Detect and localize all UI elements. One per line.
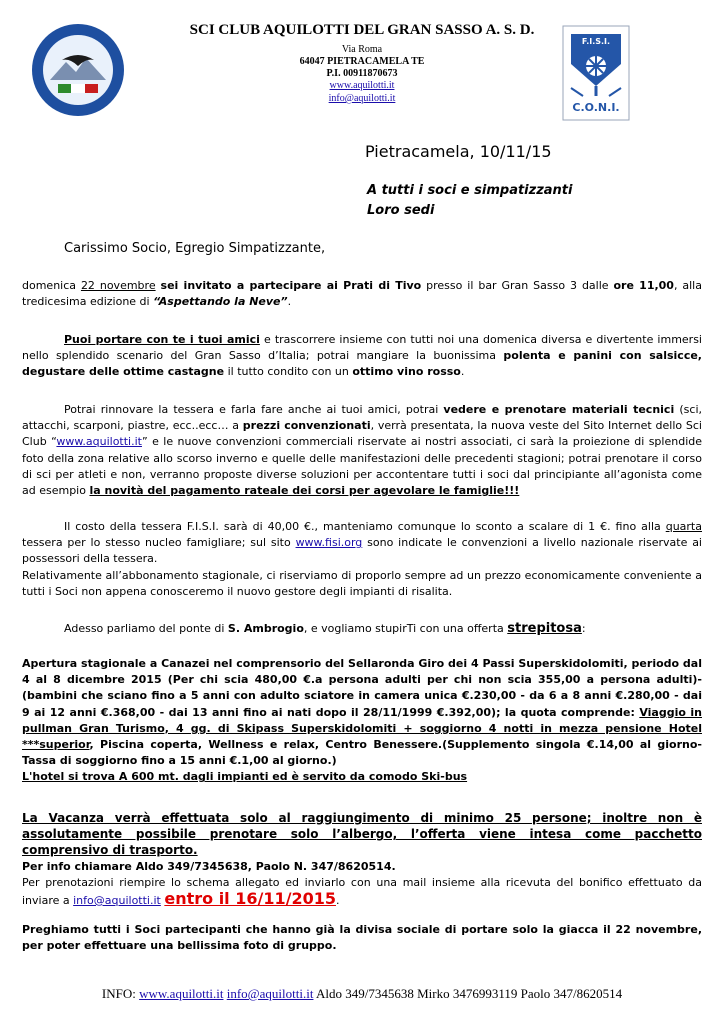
- header-email-link[interactable]: info@aquilotti.it: [328, 93, 396, 104]
- coni-fisi-logo: [561, 24, 631, 122]
- club-street: Via Roma: [341, 44, 383, 55]
- fisi-logo-text: F.I.S.I.: [581, 37, 611, 46]
- club-logo: [28, 22, 134, 118]
- club-name: SCI CLUB AQUILOTTI DEL GRAN SASSO A. S. D.: [189, 22, 535, 38]
- paragraph-group-photo: Preghiamo tutti i Soci partecipanti che hanno già la divisa sociale di portare solo la giacca il 22 novembre, per poter effettuare una bellissima foto di gruppo.: [22, 923, 702, 953]
- recipient-line-2: Loro sedi: [367, 203, 435, 218]
- club-vat: P.I. 00911870673: [326, 68, 398, 79]
- header-website-link[interactable]: www.aquilotti.it: [329, 80, 395, 91]
- recipient-line-1: A tutti i soci e simpatizzanti: [367, 183, 573, 198]
- place-date: Pietracamela, 10/11/15: [365, 142, 552, 161]
- footer-info: INFO: www.aquilotti.it info@aquilotti.it Aldo 349/7345638 Mirko 3476993119 Paolo 347/8620514: [101, 986, 623, 1001]
- fisi-link[interactable]: www.fisi.org: [295, 536, 363, 550]
- club-city: 64047 PIETRACAMELA TE: [299, 56, 425, 67]
- greeting: Carissimo Socio, Egregio Simpatizzante,: [64, 241, 326, 256]
- coni-logo-text: C.O.N.I.: [572, 101, 620, 114]
- footer-email-link[interactable]: info@aquilotti.it: [226, 986, 314, 1001]
- footer-website-link[interactable]: www.aquilotti.it: [139, 986, 224, 1001]
- paragraph-renewal: Potrai rinnovare la tessera e farla fare anche ai tuoi amici, potrai vedere e prenotare materiali tecnici (sci, attacchi, scarponi, piastre, ecc..ecc… a prezzi convenzionati, verrà presentata, la nuova veste del Sito Internet dello Sci Club “www.aquilotti.it” e le nuove convenzioni commerciali riservate ai nostri associati, ci sarà la proiezione di splendide foto della zona relative allo scorso inverno e quelle delle manifestazioni delle precedenti stagioni; potrai prenotare il corso di sci per atleti e non, verranno proposte diverse soluzioni per accontentare tutti i soci dal principiante all’agonista come ad esempio la novità del pagamento rateale dei corsi per agevolare le famiglie!!!: [22, 403, 702, 498]
- paragraph-ambrogio: Adesso parliamo del ponte di S. Ambrogio, e vogliamo stupirTi con una offerta strepitosa:: [64, 621, 586, 636]
- paragraph-friends: Puoi portare con te i tuoi amici e trascorrere insieme con tutti noi una domenica diversa e divertente immersi nello splendido scenario del Gran Sasso d’Italia; potrai mangiare la buonissima polenta e panini con salsicce, degustare delle ottime castagne il tutto condito con un ottimo vino rosso.: [22, 333, 702, 379]
- paragraph-offer: Apertura stagionale a Canazei nel comprensorio del Sellaronda Giro dei 4 Passi Superskidolomiti, periodo dal 4 al 8 dicembre 2015 (Per chi scia 480,00 €.a persona adulti per chi non scia 355,00 a persona adulti)-(bambini che sciano fino a 5 anni con adulto sciatore in camera unica €.230,00 - da 6 a 8 anni €.280,00 - dai 9 ai 12 anni €.368,00 - dai 13 anni fino ai nati dopo il 28/11/1999 €.392,00); la quota comprende: Viaggio in pullman Gran Turismo, 4 gg. di Skipass Superskidolomiti + soggiorno 4 notti in mezza pensione Hotel ***superior, Piscina coperta, Wellness e relax, Centro Benessere.(Supplemento singola €.14,00 al giorno-Tassa di soggiorno fino a 15 anni €.1,00 al giorno.) L'hotel si trova A 600 mt. dagli impianti ed è servito da comodo Ski-bus: [22, 657, 702, 784]
- booking-email-link[interactable]: info@aquilotti.it: [73, 894, 161, 908]
- website-link[interactable]: www.aquilotti.it: [56, 435, 142, 449]
- paragraph-invitation: domenica 22 novembre sei invitato a partecipare ai Prati di Tivo presso il bar Gran Sasso 3 dalle ore 11,00, alla tredicesima edizione di “Aspettando la Neve”.: [22, 279, 702, 309]
- paragraph-booking: La Vacanza verrà effettuata solo al raggiungimento di minimo 25 persone; inoltre non è assolutamente possibile prenotare solo l’albergo, l’offerta viene intesa come pacchetto comprensivo di trasporto. Per info chiamare Aldo 349/7345638, Paolo N. 347/8620514. Per prenotazioni riempire lo schema allegato ed inviarlo con una mail insieme alla ricevuta del bonifico effettuato da inviare a info@aquilotti.it entro il 16/11/2015.: [22, 811, 702, 909]
- paragraph-membership-cost: Il costo della tessera F.I.S.I. sarà di 40,00 €., manteniamo comunque lo sconto a scalare di 1 €. fino alla quarta tessera per lo stesso nucleo famigliare; sul sito www.fisi.org sono indicate le convenzioni a livello nazionale riservate ai possessori della tessera. Relativamente all’abbonamento stagionale, ci riserviamo di proporlo sempre ad un prezzo economicamente conveniente a tutti i Soci non appena conosceremo il nuovo gestore degli impianti di risalita.: [22, 520, 702, 598]
